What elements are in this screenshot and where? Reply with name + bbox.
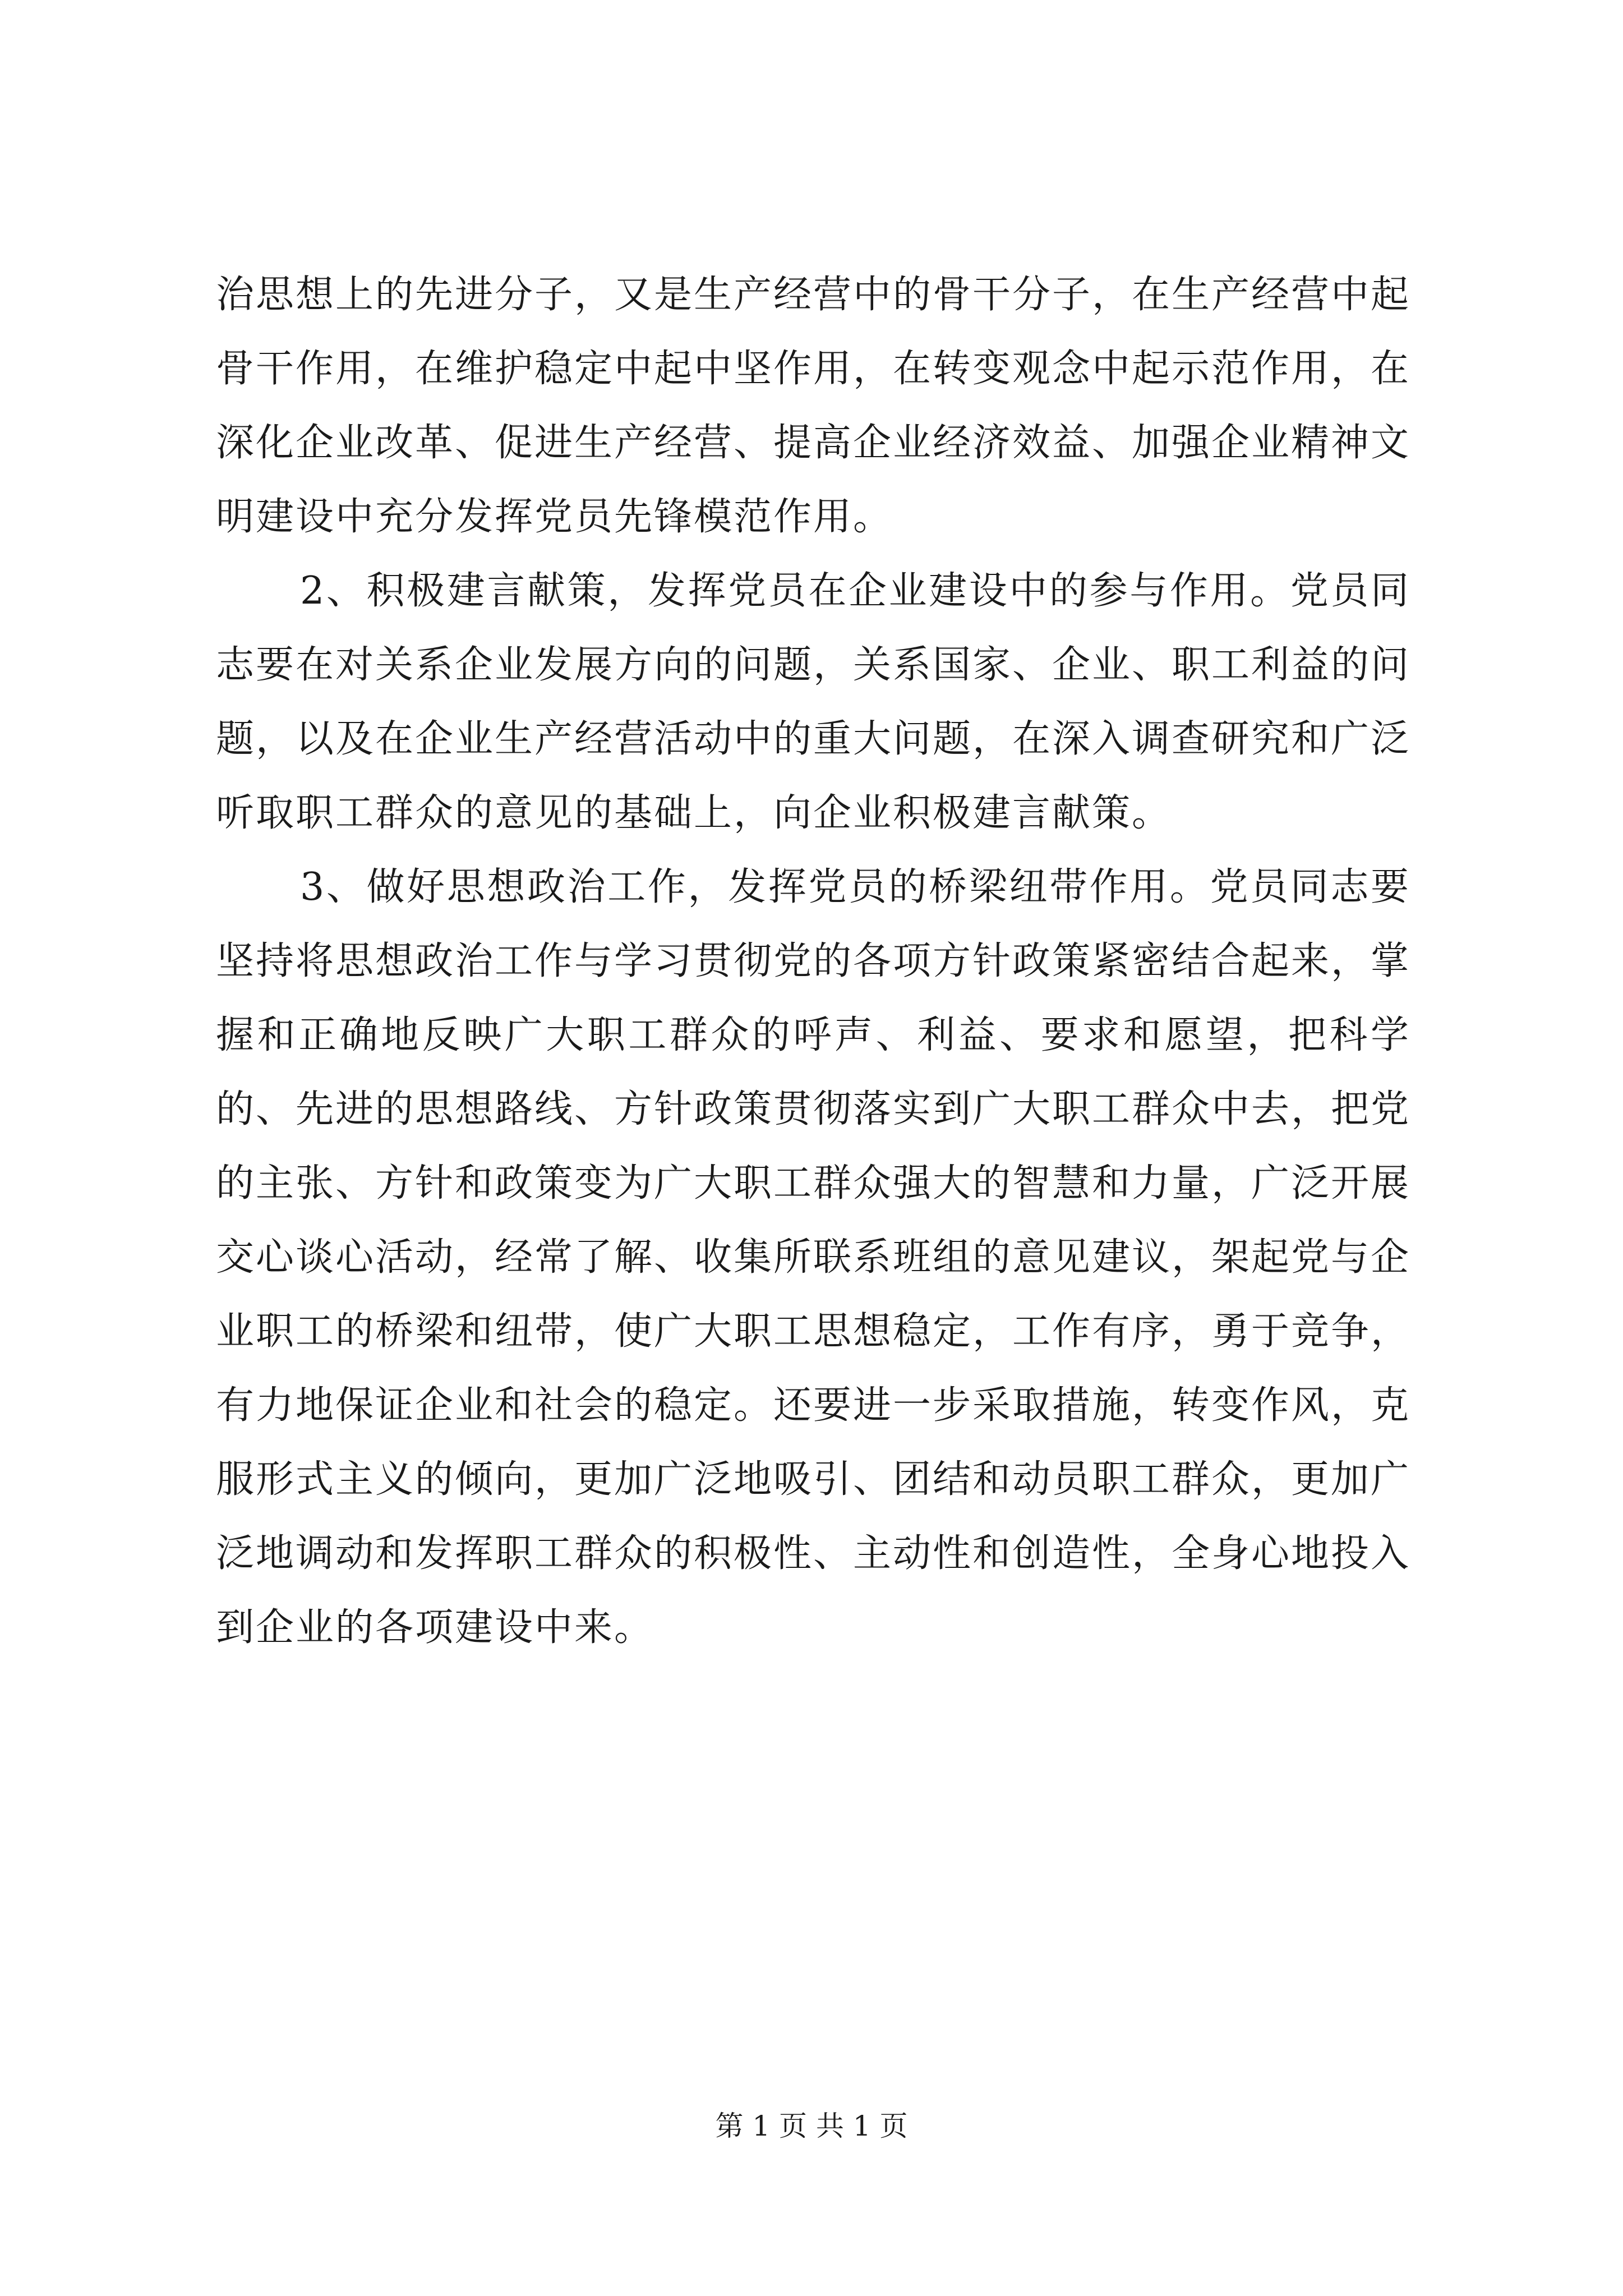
paragraph-item-2: 2、积极建言献策，发挥党员在企业建设中的参与作用。党员同志要在对关系企业发展方向的问题，关系国家、企业、职工利益的问题，以及在企业生产经营活动中的重大问题，在深入调查研究和广泛听取职工群众的意见的基础上，向企业积极建言献策。 <box>216 569 1411 835</box>
paragraph-continuation: 治思想上的先进分子，又是生产经营中的骨干分子，在生产经营中起骨干作用，在维护稳定中起中坚作用，在转变观念中起示范作用，在深化企业改革、促进生产经营、提高企业经济效益、加强企业精神文明建设中充分发挥党员先锋模范作用。 <box>216 273 1411 539</box>
page-footer: 第 1 页 共 1 页 <box>715 2110 908 2142</box>
document-body <box>216 258 1410 1665</box>
paragraph-item-3: 3、做好思想政治工作，发挥党员的桥梁纽带作用。党员同志要坚持将思想政治工作与学习贯彻党的各项方针政策紧密结合起来，掌握和正确地反映广大职工群众的呼声、利益、要求和愿望，把科学的、先进的思想路线、方针政策贯彻落实到广大职工群众中去，把党的主张、方针和政策变为广大职工群众强大的智慧和力量，广泛开展交心谈心活动，经常了解、收集所联系班组的意见建议，架起党与企业职工的桥梁和纽带，使广大职工思想稳定，工作有序，勇于竞争，有力地保证企业和社会的稳定。还要进一步采取措施，转变作风，克服形式主义的倾向，更加广泛地吸引、团结和动员职工群众，更加广泛地调动和发挥职工群众的积极性、主动性和创造性，全身心地投入到企业的各项建设中来。 <box>216 865 1411 1650</box>
